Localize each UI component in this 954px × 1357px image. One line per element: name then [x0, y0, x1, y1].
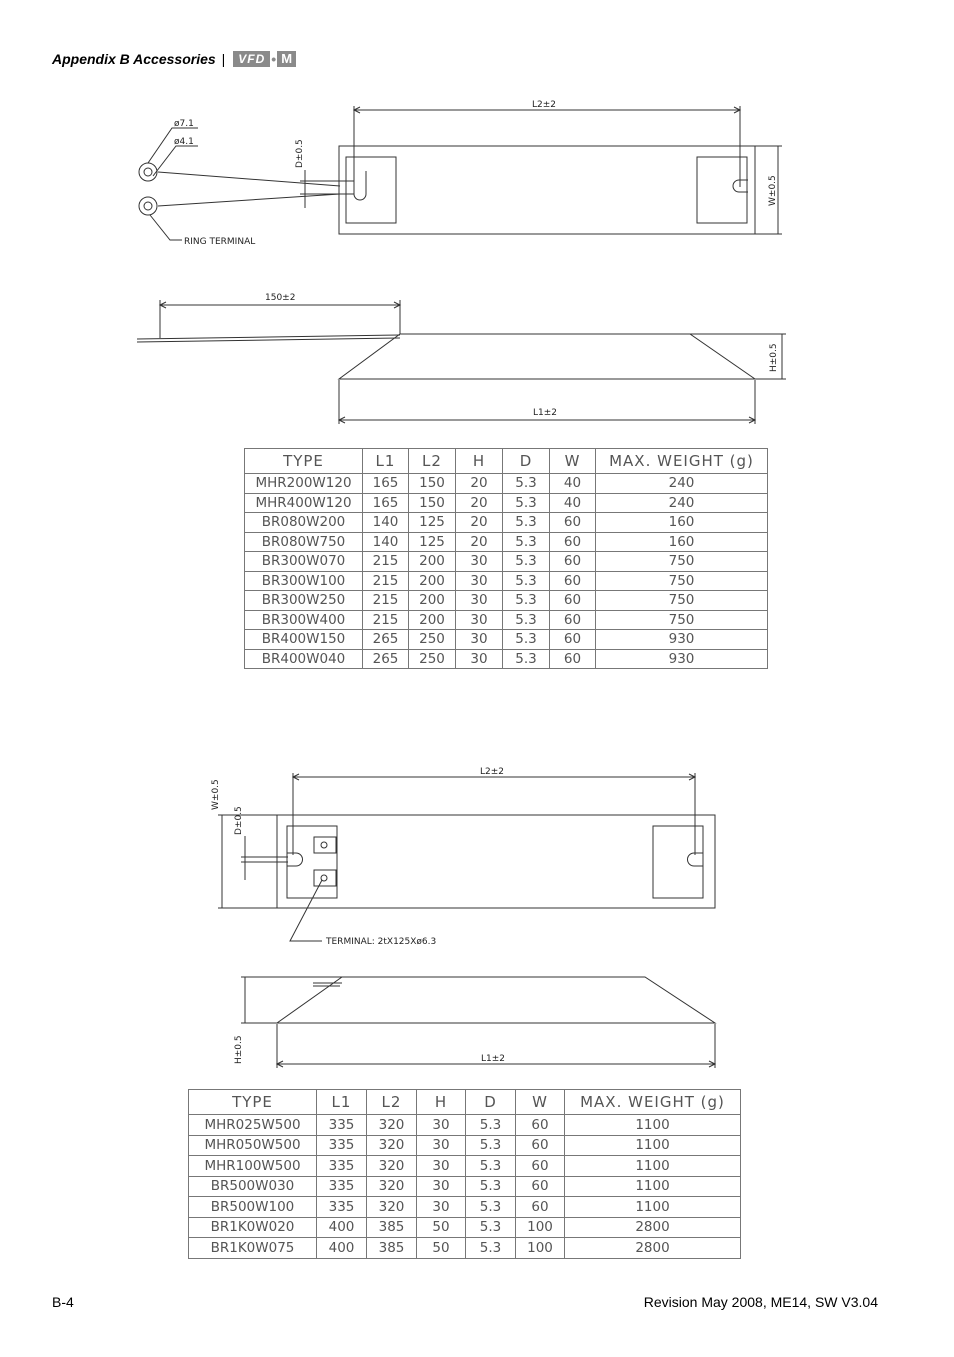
section-title: Appendix B Accessories — [52, 51, 216, 67]
resistor-spec-table-2 — [188, 1089, 741, 1259]
cell: 140 — [363, 532, 409, 552]
drawing1-side-view — [137, 300, 786, 424]
cell: 40 — [550, 493, 596, 513]
cell: 750 — [596, 591, 768, 611]
cell: BR300W250 — [245, 591, 363, 611]
col-l1: L1 — [363, 449, 409, 474]
cell: BR400W040 — [245, 649, 363, 669]
cell: 200 — [409, 591, 456, 611]
cell: 240 — [596, 493, 768, 513]
cell: 150 — [409, 474, 456, 494]
cell: 100 — [516, 1217, 565, 1238]
cell: 320 — [367, 1135, 417, 1156]
cell: 335 — [317, 1176, 367, 1197]
cell: 20 — [456, 493, 503, 513]
cell: 1100 — [565, 1176, 741, 1197]
cell: 125 — [409, 513, 456, 533]
cell: 320 — [367, 1197, 417, 1218]
cell: 1100 — [565, 1135, 741, 1156]
cell: 20 — [456, 474, 503, 494]
cell: 200 — [409, 552, 456, 572]
table-row — [189, 1176, 741, 1197]
cell: 2800 — [565, 1238, 741, 1259]
cell: 320 — [367, 1115, 417, 1136]
cell: 100 — [516, 1238, 565, 1259]
d1-l2-label: L2±2 — [532, 100, 557, 110]
cell: 60 — [516, 1135, 565, 1156]
cell: 265 — [363, 649, 409, 669]
cell: 30 — [456, 552, 503, 572]
d1-lead-label: 150±2 — [265, 293, 296, 303]
cell: 5.3 — [503, 513, 550, 533]
cell: 5.3 — [503, 610, 550, 630]
cell: 30 — [456, 591, 503, 611]
cell: 60 — [516, 1176, 565, 1197]
cell: 50 — [417, 1238, 466, 1259]
cell: 335 — [317, 1197, 367, 1218]
d1-d-label: D±0.5 — [295, 139, 305, 168]
table-row — [245, 649, 768, 669]
d2-l1-label: L1±2 — [481, 1054, 506, 1064]
cell: 335 — [317, 1135, 367, 1156]
table-row — [189, 1115, 741, 1136]
cell: 30 — [456, 610, 503, 630]
cell: 250 — [409, 649, 456, 669]
table-row — [189, 1135, 741, 1156]
cell: 60 — [550, 591, 596, 611]
revision-info: Revision May 2008, ME14, SW V3.04 — [643, 1294, 878, 1310]
col-h: H — [456, 449, 503, 474]
col-h: H — [417, 1090, 466, 1115]
cell: 5.3 — [466, 1217, 516, 1238]
d1-ring-terminal-label: RING TERMINAL — [184, 237, 256, 247]
cell: MHR025W500 — [189, 1115, 317, 1136]
cell: 5.3 — [503, 649, 550, 669]
cell: 60 — [550, 630, 596, 650]
cell: 5.3 — [503, 571, 550, 591]
cell: 30 — [456, 571, 503, 591]
cell: 320 — [367, 1176, 417, 1197]
table-row — [245, 513, 768, 533]
col-l2: L2 — [367, 1090, 417, 1115]
col-w: W — [516, 1090, 565, 1115]
cell: 200 — [409, 610, 456, 630]
cell: MHR100W500 — [189, 1156, 317, 1177]
table-row — [245, 571, 768, 591]
col-max-weight: MAX. WEIGHT (g) — [565, 1090, 741, 1115]
col-l1: L1 — [317, 1090, 367, 1115]
cell: 5.3 — [466, 1135, 516, 1156]
cell: 1100 — [565, 1156, 741, 1177]
cell: 385 — [367, 1238, 417, 1259]
col-l2: L2 — [409, 449, 456, 474]
cell: 2800 — [565, 1217, 741, 1238]
d2-terminal-label: TERMINAL: 2tX125Xø6.3 — [326, 937, 437, 947]
cell: 320 — [367, 1156, 417, 1177]
cell: 30 — [456, 649, 503, 669]
table-row — [245, 552, 768, 572]
d2-w-label: W±0.5 — [211, 779, 221, 810]
cell: 30 — [456, 630, 503, 650]
cell: 30 — [417, 1115, 466, 1136]
d1-ring-outer-label: ø7.1 — [174, 119, 194, 129]
cell: 265 — [363, 630, 409, 650]
table-row — [189, 1217, 741, 1238]
cell: 5.3 — [503, 474, 550, 494]
cell: 215 — [363, 552, 409, 572]
cell: 1100 — [565, 1197, 741, 1218]
cell: 750 — [596, 552, 768, 572]
table-row — [245, 610, 768, 630]
cell: 60 — [550, 571, 596, 591]
cell: BR300W070 — [245, 552, 363, 572]
header-separator: | — [221, 51, 226, 67]
cell: 20 — [456, 513, 503, 533]
cell: 165 — [363, 493, 409, 513]
cell: 5.3 — [503, 630, 550, 650]
logo-suffix: M — [277, 51, 296, 67]
cell: 60 — [550, 610, 596, 630]
table-row — [189, 1197, 741, 1218]
col-type: TYPE — [245, 449, 363, 474]
d1-h-label: H±0.5 — [769, 343, 779, 372]
cell: 5.3 — [466, 1176, 516, 1197]
cell: 240 — [596, 474, 768, 494]
d2-d-label: D±0.5 — [234, 806, 244, 835]
cell: 385 — [367, 1217, 417, 1238]
cell: 215 — [363, 571, 409, 591]
d1-l1-label: L1±2 — [533, 408, 558, 418]
drawing1-top-view — [139, 106, 782, 240]
cell: 140 — [363, 513, 409, 533]
cell: 400 — [317, 1217, 367, 1238]
col-max-weight: MAX. WEIGHT (g) — [596, 449, 768, 474]
cell: BR1K0W075 — [189, 1238, 317, 1259]
cell: MHR400W120 — [245, 493, 363, 513]
cell: 5.3 — [503, 591, 550, 611]
cell: 150 — [409, 493, 456, 513]
cell: 215 — [363, 610, 409, 630]
cell: 5.3 — [466, 1115, 516, 1136]
col-type: TYPE — [189, 1090, 317, 1115]
cell: MHR200W120 — [245, 474, 363, 494]
cell: BR080W750 — [245, 532, 363, 552]
cell: 60 — [516, 1115, 565, 1136]
cell: 750 — [596, 571, 768, 591]
resistor-spec-table-1 — [244, 448, 768, 669]
cell: BR400W150 — [245, 630, 363, 650]
cell: 5.3 — [503, 552, 550, 572]
cell: 60 — [550, 649, 596, 669]
table-row — [245, 532, 768, 552]
cell: 60 — [516, 1197, 565, 1218]
cell: BR300W100 — [245, 571, 363, 591]
cell: 5.3 — [466, 1156, 516, 1177]
table-header-row — [189, 1090, 741, 1115]
cell: 335 — [317, 1115, 367, 1136]
cell: BR500W100 — [189, 1197, 317, 1218]
cell: 750 — [596, 610, 768, 630]
d1-ring-inner-label: ø4.1 — [174, 137, 194, 147]
table-row — [189, 1238, 741, 1259]
cell: 60 — [550, 552, 596, 572]
cell: 250 — [409, 630, 456, 650]
col-w: W — [550, 449, 596, 474]
cell: 335 — [317, 1156, 367, 1177]
drawing2-top-view — [218, 773, 715, 941]
cell: BR080W200 — [245, 513, 363, 533]
cell: 160 — [596, 532, 768, 552]
cell: 165 — [363, 474, 409, 494]
cell: 30 — [417, 1176, 466, 1197]
cell: 1100 — [565, 1115, 741, 1136]
d2-l2-label: L2±2 — [480, 767, 505, 777]
table-row — [245, 493, 768, 513]
cell: 200 — [409, 571, 456, 591]
cell: 30 — [417, 1135, 466, 1156]
table-row — [189, 1156, 741, 1177]
d2-h-label: H±0.5 — [234, 1035, 244, 1064]
logo-main: VFD — [233, 51, 270, 67]
col-d: D — [466, 1090, 516, 1115]
cell: 30 — [417, 1156, 466, 1177]
cell: BR300W400 — [245, 610, 363, 630]
cell: 160 — [596, 513, 768, 533]
page-number: B-4 — [52, 1294, 74, 1310]
cell: 5.3 — [503, 493, 550, 513]
cell: 125 — [409, 532, 456, 552]
col-d: D — [503, 449, 550, 474]
cell: 930 — [596, 630, 768, 650]
cell: 30 — [417, 1197, 466, 1218]
table-row — [245, 474, 768, 494]
drawing2-side-view — [241, 977, 715, 1068]
cell: 50 — [417, 1217, 466, 1238]
cell: BR1K0W020 — [189, 1217, 317, 1238]
cell: 5.3 — [466, 1238, 516, 1259]
cell: 930 — [596, 649, 768, 669]
cell: 5.3 — [503, 532, 550, 552]
table-row — [245, 630, 768, 650]
cell: 215 — [363, 591, 409, 611]
cell: 60 — [550, 513, 596, 533]
cell: 20 — [456, 532, 503, 552]
cell: 5.3 — [466, 1197, 516, 1218]
logo-dot: • — [271, 51, 277, 67]
cell: 400 — [317, 1238, 367, 1259]
cell: MHR050W500 — [189, 1135, 317, 1156]
cell: 60 — [550, 532, 596, 552]
cell: BR500W030 — [189, 1176, 317, 1197]
table-row — [245, 591, 768, 611]
d1-w-label: W±0.5 — [768, 175, 778, 206]
cell: 40 — [550, 474, 596, 494]
cell: 60 — [516, 1156, 565, 1177]
table-header-row — [245, 449, 768, 474]
